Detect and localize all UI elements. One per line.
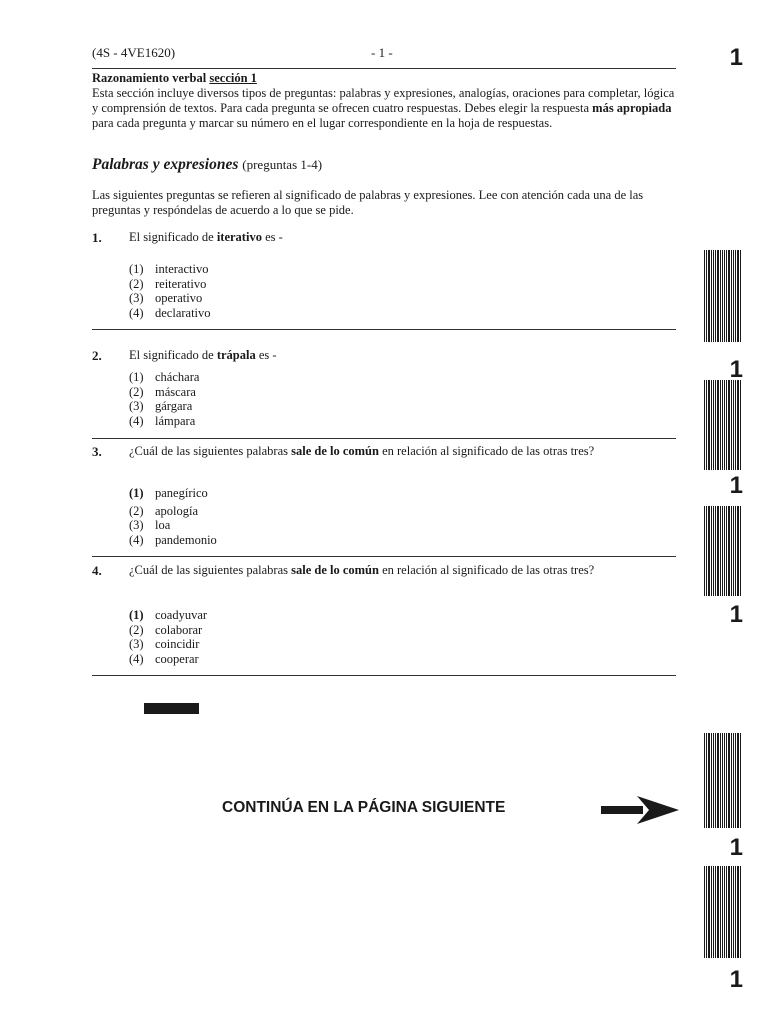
subsection-title [92,156,322,174]
option-label: pandemonio [155,532,217,547]
option-label: interactivo [155,262,209,276]
side-mark: 1 [729,834,743,861]
barcode-stripe [713,733,714,828]
barcode-stripe [731,380,732,470]
option-number: (3) [129,291,144,305]
option[interactable] [129,399,199,414]
q2-text-a: El significado de [129,348,217,362]
question-divider [92,438,676,439]
side-page-number: 1 [729,44,743,71]
barcode-stripe [726,250,727,342]
barcode-stripe [735,733,736,828]
barcode-stripe [706,866,707,958]
option-number: (4) [129,413,144,428]
barcode-stripe [733,250,734,342]
question-3-options [129,486,217,547]
barcode-stripe [711,380,712,470]
barcode [704,866,742,958]
barcode-stripe [726,380,727,470]
barcode-stripe [731,733,732,828]
option-label: coadyuvar [155,608,208,622]
barcode-stripe [706,733,707,828]
barcode-stripe [708,866,710,958]
barcode-stripe [720,733,721,828]
option-label: panegírico [155,486,208,500]
barcode-stripe [737,250,739,342]
intro-text-2: para cada pregunta y marcar su número en el lugar correspondiente en la hoja de respuestas. [92,116,553,130]
barcode-stripe [735,380,736,470]
section-title [92,71,257,86]
barcode-stripe [717,866,719,958]
question-3-text [129,444,609,459]
barcode-stripe [735,866,736,958]
barcode-stripe [728,250,730,342]
intro-bold: más apropiada [592,101,672,115]
barcode-stripe [735,506,736,596]
barcode-stripe [740,380,741,470]
barcode-stripe [726,866,727,958]
q3-text-a: ¿Cuál de las siguientes palabras [129,444,292,458]
barcode-stripe [704,733,705,828]
barcode-stripe [731,250,732,342]
barcode-stripe [704,250,705,342]
side-mark: 1 [729,356,743,383]
option-label: cháchara [155,370,200,384]
option-label: reiterativo [155,276,207,291]
barcode [704,733,742,828]
side-mark: 1 [729,966,743,993]
option-number: (3) [129,518,144,532]
question-4-number: 4. [92,563,102,578]
option-label: gárgara [155,399,193,413]
question-divider [92,556,676,557]
option[interactable] [129,370,199,385]
barcode-stripe [728,733,730,828]
q2-text-b: es - [255,348,277,362]
q1-text-bold: iterativo [216,230,262,244]
barcode-stripe [728,380,730,470]
barcode-stripe [724,380,725,470]
barcode-stripe [713,380,714,470]
barcode-stripe [711,506,712,596]
barcode-stripe [713,250,714,342]
q3-text-b: en relación al significado de las otras tres? [378,444,595,458]
question-2-number: 2. [92,348,102,363]
barcode-stripe [704,506,705,596]
question-3-number: 3. [92,444,102,459]
side-mark: 1 [729,601,743,628]
barcode-stripe [715,866,716,958]
option-number: (4) [129,305,144,320]
barcode [704,380,742,470]
q3-text-bold: sale de lo común [291,444,379,458]
barcode-stripe [722,250,723,342]
barcode-stripe [733,506,734,596]
barcode-stripe [713,866,714,958]
barcode-stripe [728,506,730,596]
barcode-stripe [720,380,721,470]
option-number: (4) [129,651,144,666]
continue-text: CONTINÚA EN LA PÁGINA SIGUIENTE [222,799,506,816]
barcode-stripe [706,250,707,342]
q4-text-bold: sale de lo común [291,563,379,577]
option[interactable] [129,623,207,638]
subsection-range: (preguntas 1-4) [242,157,323,172]
barcode-stripe [711,250,712,342]
barcode-stripe [733,866,734,958]
barcode-stripe [717,380,719,470]
question-4-text [129,563,609,578]
option[interactable] [129,608,207,623]
barcode-stripe [711,733,712,828]
option-number: (3) [129,399,144,413]
option[interactable] [129,414,199,429]
option-label: máscara [155,384,196,399]
option-number: (1) [129,370,144,384]
option-number: (3) [129,637,144,651]
option-number: (1) [129,262,144,276]
option[interactable] [129,533,217,548]
barcode-stripe [722,506,723,596]
barcode-stripe [722,733,723,828]
option-number: (2) [129,384,144,399]
section-title-text: Razonamiento verbal [92,71,207,85]
subsection-title-text: Palabras y expresiones [92,156,239,173]
barcode-stripe [724,250,725,342]
q1-text-a: El significado de [129,230,217,244]
option[interactable] [129,262,211,277]
barcode-stripe [733,380,734,470]
question-divider [92,329,676,330]
barcode-stripe [740,733,741,828]
question-2-options [129,370,199,428]
option[interactable] [129,637,207,652]
barcode-stripe [708,506,710,596]
barcode-stripe [708,733,710,828]
barcode-stripe [722,380,723,470]
barcode-stripe [706,380,707,470]
subsection-lead: Las siguientes preguntas se refieren al significado de palabras y expresiones. Lee con atención cada una de las preguntas y respóndelas de acuerdo a lo que se pide. [92,188,644,217]
barcode-stripe [735,250,736,342]
option-number: (2) [129,276,144,291]
option-label: apología [155,503,199,518]
option[interactable] [129,306,211,321]
barcode-stripe [731,506,732,596]
option-number: (2) [129,622,144,637]
page-label: - 1 - [371,45,393,60]
barcode-stripe [715,380,716,470]
barcode-stripe [737,866,739,958]
exam-code: (4S - 4VE1620) [92,45,176,60]
barcode-stripe [731,866,732,958]
q4-text-a: ¿Cuál de las siguientes palabras [129,563,292,577]
barcode-stripe [720,506,721,596]
barcode-stripe [740,250,741,342]
barcode-stripe [717,733,719,828]
barcode-stripe [720,250,721,342]
section-intro [92,86,682,131]
option[interactable] [129,291,211,306]
option-label: declarativo [155,305,211,320]
barcode-stripe [704,866,705,958]
barcode-stripe [726,506,727,596]
question-1-number: 1. [92,230,102,245]
option[interactable] [129,277,211,292]
option[interactable] [129,518,217,533]
side-mark: 1 [729,472,743,499]
question-2-text [129,348,609,363]
barcode-stripe [715,506,716,596]
option-label: loa [155,518,171,532]
question-1-options [129,262,211,320]
option-label: lámpara [155,413,196,428]
option[interactable] [129,504,217,519]
option-number: (4) [129,532,144,547]
question-1-text [129,230,609,245]
barcode-stripe [708,250,710,342]
barcode-stripe [724,506,725,596]
q1-text-b: es - [261,230,283,244]
right-arrow-icon [601,796,679,824]
barcode-stripe [720,866,721,958]
barcode-stripe [704,380,705,470]
option-label: coincidir [155,637,200,651]
black-marker-bar [144,703,199,714]
option[interactable] [129,652,207,667]
option[interactable] [129,486,217,501]
option-number: (1) [129,608,144,622]
section-number: sección 1 [209,71,257,85]
barcode-stripe [724,866,725,958]
option-label: cooperar [155,651,199,666]
barcode-stripe [728,866,730,958]
barcode-stripe [724,733,725,828]
barcode-stripe [717,250,719,342]
barcode-stripe [740,506,741,596]
option[interactable] [129,385,199,400]
barcode-stripe [708,380,710,470]
barcode-stripe [726,733,727,828]
barcode-stripe [740,866,741,958]
barcode-stripe [737,733,739,828]
intro-text-1: Esta sección incluye diversos tipos de preguntas: palabras y expresiones, analogías, oraciones para completar, lógica y comprensión de textos. Para cada pregunta se ofrecen cuatro respuestas. Debes elegir la respuesta [92,86,675,115]
option-label: operativo [155,291,203,305]
option-number: (2) [129,503,144,518]
barcode-stripe [733,733,734,828]
q4-text-b: en relación al significado de las otras tres? [378,563,595,577]
header-rule [92,68,676,69]
question-4-options [129,608,207,666]
barcode-stripe [715,250,716,342]
option-label: colaborar [155,622,203,637]
barcode-stripe [737,506,739,596]
barcode-stripe [717,506,719,596]
option-number: (1) [129,486,144,500]
barcode-stripe [713,506,714,596]
q2-text-bold: trápala [216,348,256,362]
barcode-stripe [706,506,707,596]
barcode-stripe [737,380,739,470]
question-divider [92,675,676,676]
barcode-stripe [722,866,723,958]
barcode [704,506,742,596]
barcode-stripe [711,866,712,958]
barcode [704,250,742,342]
barcode-stripe [715,733,716,828]
